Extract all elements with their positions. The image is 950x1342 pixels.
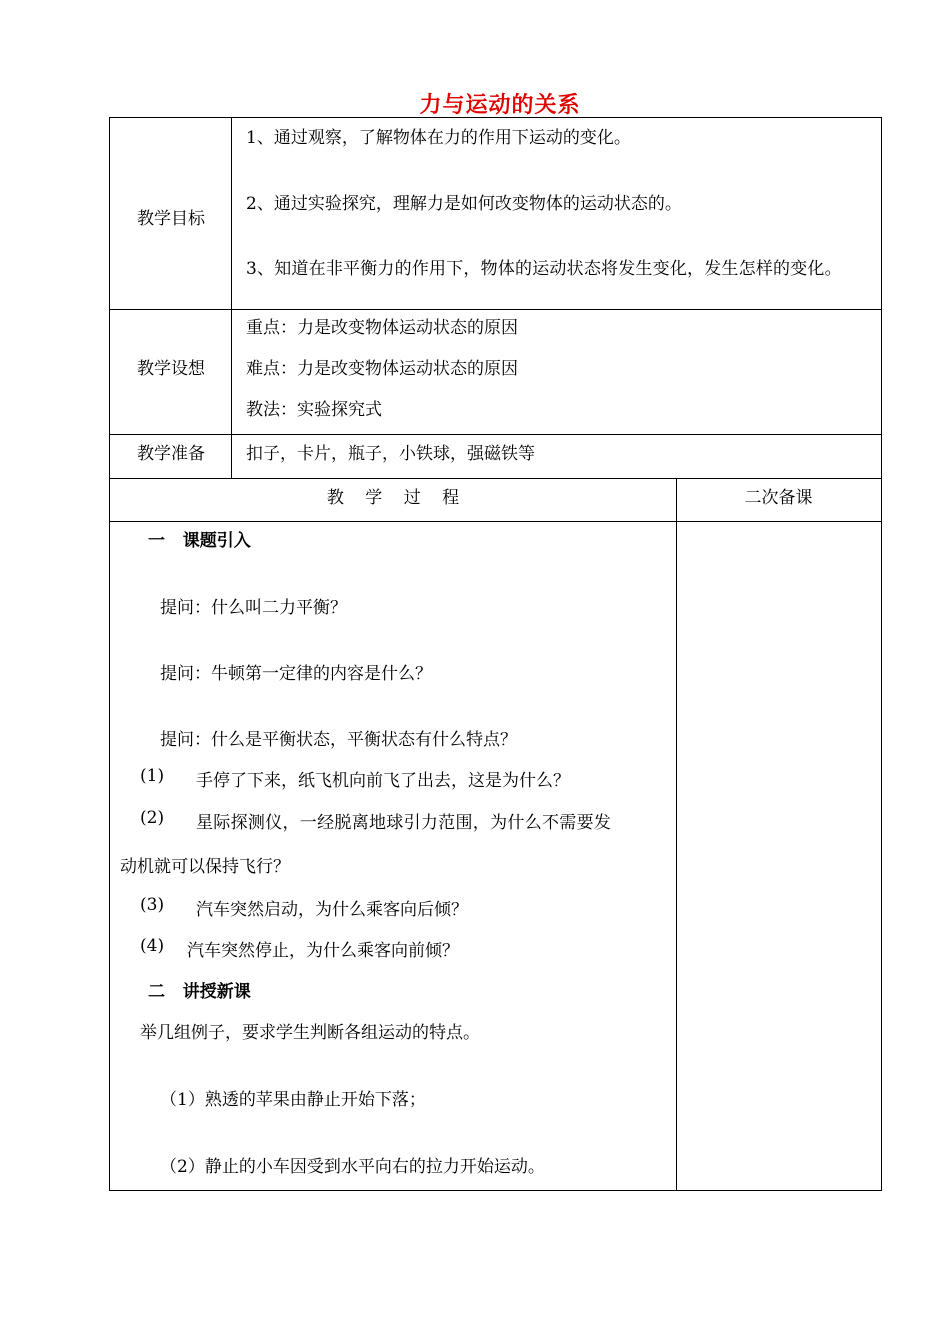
intro-text: 举几组例子，要求学生判断各组运动的特点。 (140, 1023, 480, 1043)
row-divider (110, 478, 881, 479)
design-item: 重点：力是改变物体运动状态的原因 (246, 318, 518, 338)
question: 提问：什么叫二力平衡？ (160, 598, 347, 618)
item-number: (3) (140, 895, 165, 915)
design-item: 教法：实验探究式 (246, 400, 382, 420)
side-column-divider (676, 478, 677, 1190)
row-divider (110, 434, 881, 435)
design-label: 教学设想 (137, 359, 205, 379)
example-item: （2）静止的小车因受到水平向右的拉力开始运动。 (160, 1157, 545, 1177)
item-number: (4) (140, 936, 165, 956)
row-divider (110, 309, 881, 310)
example-item: （1）熟透的苹果由静止开始下落； (160, 1090, 426, 1110)
label-column-divider (231, 118, 232, 478)
objectives-label: 教学目标 (137, 209, 205, 229)
row-divider (110, 521, 881, 522)
process-header: 教 学 过 程 (326, 488, 460, 508)
side-header: 二次备课 (744, 488, 813, 508)
item-text: 动机就可以保持飞行？ (120, 857, 290, 877)
question: 提问：牛顿第一定律的内容是什么？ (160, 664, 432, 684)
lesson-table (109, 117, 882, 1191)
objective-item: 3、知道在非平衡力的作用下，物体的运动状态将发生变化，发生怎样的变化。 (246, 259, 842, 279)
page-title: 力与运动的关系 (419, 92, 581, 118)
item-text: 汽车突然停止，为什么乘客向前倾？ (187, 941, 459, 961)
item-number: (2) (140, 808, 165, 828)
prep-text: 扣子，卡片，瓶子，小铁球，强磁铁等 (246, 444, 535, 464)
item-text: 汽车突然启动，为什么乘客向后倾？ (196, 900, 468, 920)
objective-item: 1、通过观察，了解物体在力的作用下运动的变化。 (246, 128, 631, 148)
prep-label: 教学准备 (137, 444, 205, 464)
objective-item: 2、通过实验探究，理解力是如何改变物体的运动状态的。 (246, 194, 682, 214)
section-heading: 一 课题引入 (148, 531, 251, 551)
question: 提问：什么是平衡状态，平衡状态有什么特点？ (160, 730, 517, 750)
design-item: 难点：力是改变物体运动状态的原因 (246, 359, 518, 379)
section-heading: 二 讲授新课 (148, 982, 251, 1002)
item-text: 星际探测仪，一经脱离地球引力范围，为什么不需要发 (196, 813, 612, 833)
item-text: 手停了下来，纸飞机向前飞了出去，这是为什么？ (196, 771, 570, 791)
item-number: (1) (140, 766, 165, 786)
